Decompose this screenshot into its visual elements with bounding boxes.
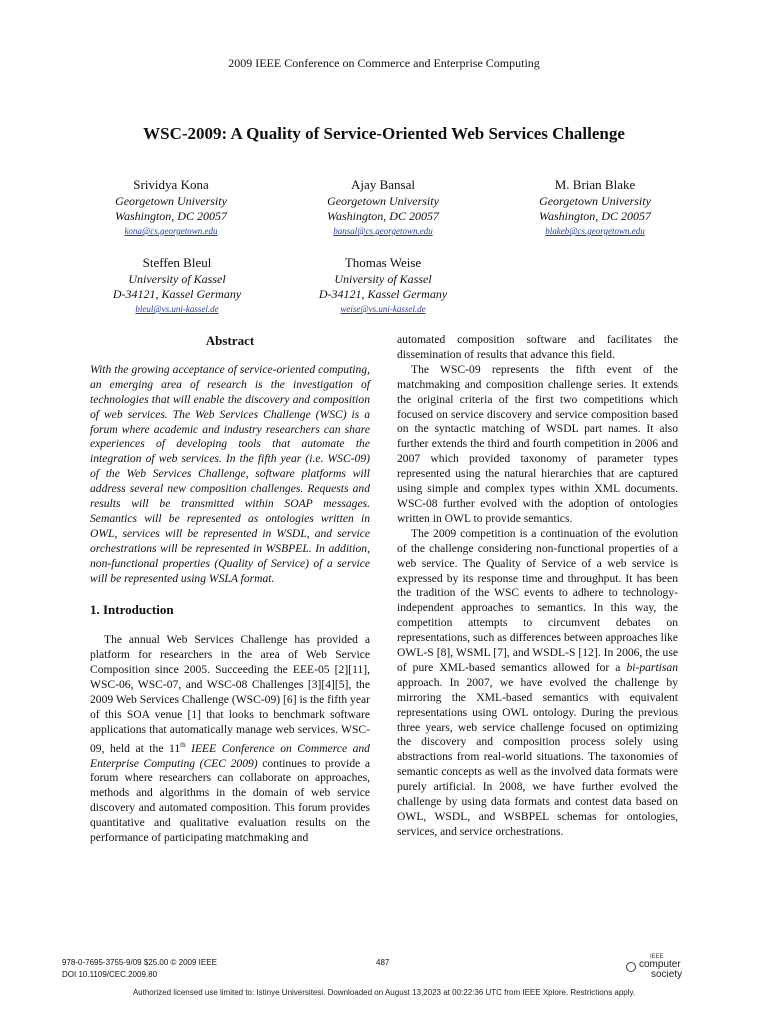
intro-text: continues to provide a forum where researchers can collaborate on approaches, methods and algorithms in the domain of web service discovery and automated composition. This forum provides quantitative and qualitative evaluation results on the performance of participating matchmaking and <box>90 756 370 845</box>
section-heading: 1. Introduction <box>90 601 174 617</box>
author-block <box>72 255 282 317</box>
intro-paragraph <box>90 633 370 846</box>
license-notice: Authorized licensed use limited to: Istinye Universitesi. Downloaded on August 13,2023 at 00:22:36 UTC from IEEE Xplore. Restrictions apply. <box>132 988 636 997</box>
author-email[interactable]: kona@cs.georgetown.edu <box>124 226 218 236</box>
emphasis: bi-partisan <box>626 660 678 674</box>
author-name: M. Brian Blake <box>554 177 636 192</box>
intro-text: approach. In 2007, we have evolved the challenge by mirroring the XML-based semantics with equivalent representations using OWL ontology. During the previous three years, web service challenge focused on optimizing the discovery and composition process solely using abstractions from real-world situations. The taxonomies of semantic concepts as well as the involved data formats were purely artificial. In 2008, we have further evolved the challenge by using data formats and contest data based on OWL, WSDL, and WSBPEL schemas for ontologies, services, and service orchestrations. <box>397 675 678 838</box>
doi-line: DOI 10.1109/CEC.2009.80 <box>62 970 158 979</box>
abstract-text: With the growing acceptance of service-oriented computing, an emerging area of research is the investigation of technologies that will enable the discovery and composition of web services. The Web Services Challenge (WSC) is a forum where academic and industry researchers can share experiences of developing tools that automate the integration of web services. In the fifth year (i.e. WSC-09) of the Web Services Challenge, software platforms will address several new composition challenges. Requests and results will be transmitted within SOAP messages. Semantics will be represented as ontologies written in OWL, services will be represented in WSDL, and service orchestrations will be represented in WSBPEL. In addition, non-functional properties (Quality of Service) of a service will be represented using WSLA format. <box>90 362 370 585</box>
computer-society-logo <box>626 954 696 980</box>
author-address: Washington, DC 20057 <box>327 209 439 223</box>
author-name: Thomas Weise <box>344 255 422 270</box>
logo-ieee-text: IEEE <box>650 954 664 960</box>
author-name: Ajay Bansal <box>351 177 415 192</box>
left-column <box>90 334 370 846</box>
author-affiliation: Georgetown University <box>327 194 439 208</box>
author-email[interactable]: blakeb@cs.georgetown.edu <box>545 226 645 236</box>
logo-text: computer society <box>639 959 683 980</box>
author-block <box>490 177 700 239</box>
paper-title: WSC-2009: A Quality of Service-Oriented Web Services Challenge <box>143 124 625 143</box>
author-email[interactable]: weise@vs.uni-kassel.de <box>340 304 426 314</box>
intro-paragraph: automated composition software and facilitates the dissemination of results that advance this field. <box>397 333 678 361</box>
abstract-heading: Abstract <box>205 333 255 348</box>
intro-paragraph <box>397 527 678 840</box>
author-affiliation: Georgetown University <box>539 194 651 208</box>
author-affiliation: University of Kassel <box>334 272 432 286</box>
page-number: 487 <box>376 958 390 967</box>
author-name: Steffen Bleul <box>142 255 212 270</box>
conference-name: IEEE Conference on Commerce and Enterprise Computing (CEC 2009) <box>90 741 370 770</box>
intro-paragraph: The WSC-09 represents the fifth event of the matchmaking and composition challenge series. It extends the original criteria of the first two competitions which focused on service discovery and service composition based on the syntactic matching of WSDL part names. It also further extends the third and fourth competition in 2006 and 2007 which provided taxonomy of parameter types represented using the natural hierarchies that are captured using simple and complex types within XML documents. WSC-08 further evolved with the adoption of ontologies written in OWL to provide semantics. <box>397 362 678 525</box>
author-address: D-34121, Kassel Germany <box>112 287 242 301</box>
author-block <box>278 177 488 239</box>
author-email[interactable]: bleul@vs.uni-kassel.de <box>135 304 219 314</box>
author-address: D-34121, Kassel Germany <box>318 287 448 301</box>
superscript: th <box>180 740 186 749</box>
author-affiliation: Georgetown University <box>115 194 227 208</box>
author-address: Washington, DC 20057 <box>115 209 227 223</box>
author-name: Srividya Kona <box>133 177 209 192</box>
logo-mark-icon <box>626 962 636 972</box>
author-block <box>278 255 488 317</box>
author-email[interactable]: bansal@cs.georgetown.edu <box>333 226 433 236</box>
author-affiliation: University of Kassel <box>128 272 226 286</box>
intro-text: The annual Web Services Challenge has provided a platform for researchers in the area of Web Service Composition since 2005. Succeeding the EEE-05 [2][11], WSC-06, WSC-07, and WSC-08 Challenges [3][4][5], the 2009 Web Services Challenge (WSC-09) [6] is the fifth year of this SOA venue [1] that looks to benchmark software applications that automatically manage web services. WSC-09, held at the 11 <box>90 633 370 755</box>
intro-text: The 2009 competition is a continuation of the evolution of the challenge considering non-functional properties of a web service. The Quality of Service of a web service is expressed by its response time and throughput. It has been the tradition of the WSC events to adhere to technology-independent approaches to semantics. In this way, the competition attempts to circumvent debates on representations, such as differences between approaches like OWL-S [8], WSML [7], and WSDL-S [12]. In 2006, the use of pure XML-based semantics allowed for a <box>397 526 678 674</box>
conference-header: 2009 IEEE Conference on Commerce and Enterprise Computing <box>228 56 540 70</box>
right-column <box>397 333 678 840</box>
author-address: Washington, DC 20057 <box>539 209 651 223</box>
author-block <box>66 177 276 239</box>
isbn-line: 978-0-7695-3755-9/09 $25.00 © 2009 IEEE <box>62 958 217 967</box>
